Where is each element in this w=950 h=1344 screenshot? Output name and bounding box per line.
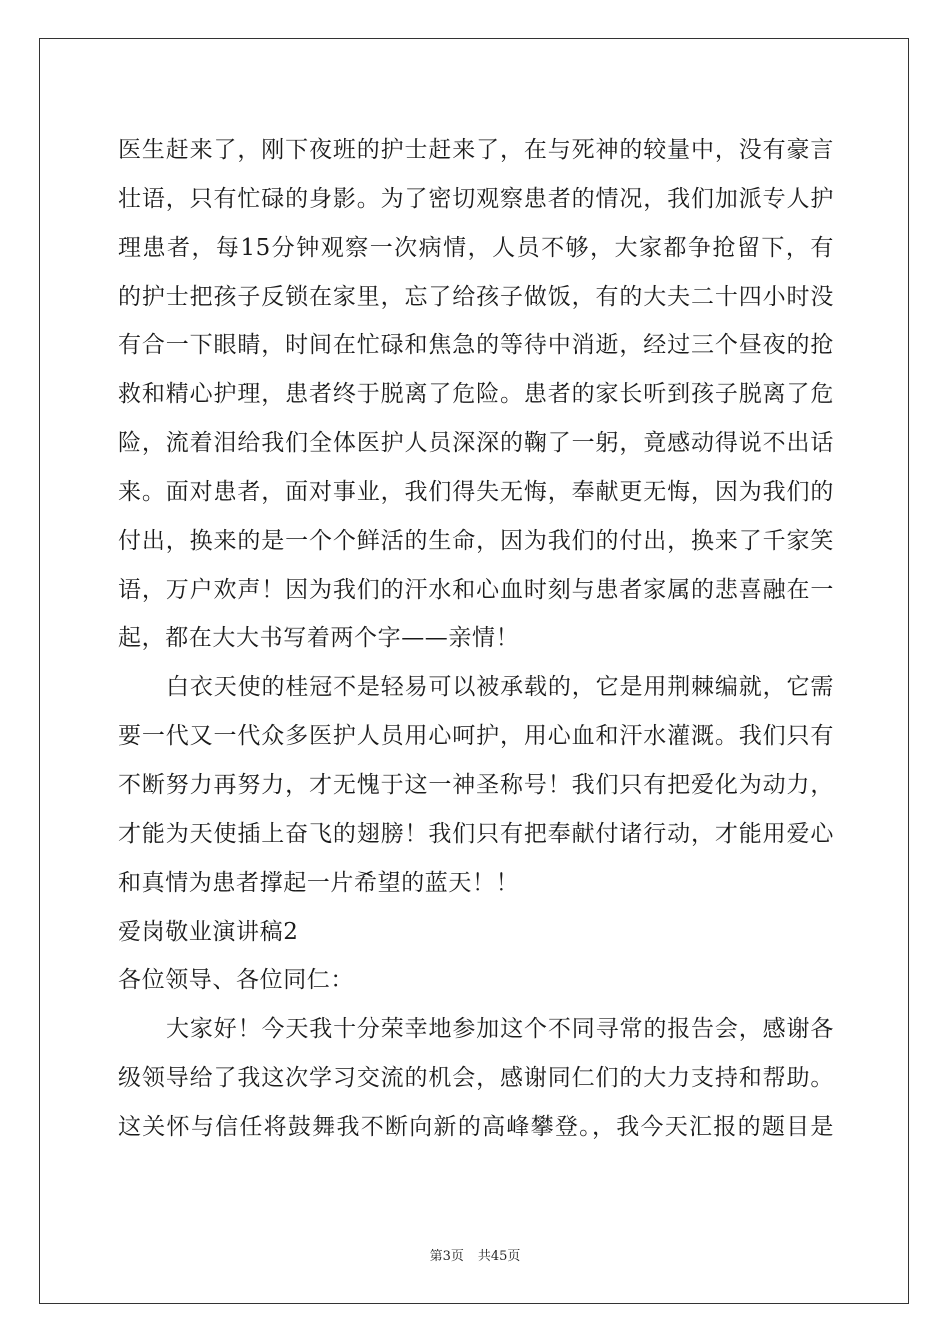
text-line: 医生赶来了，刚下夜班的护士赶来了，在与死神的较量中，没有豪言	[118, 137, 834, 163]
paragraph-start-line: 白衣天使的桂冠不是轻易可以被承载的，它是用荆棘编就，它需	[166, 674, 834, 701]
text-line: 险，流着泪给我们全体医护人员深深的鞠了一躬，竟感动得说不出话	[118, 430, 834, 457]
text-line: 的护士把孩子反锁在家里，忘了给孩子做饭，有的大夫二十四小时没	[118, 283, 834, 310]
text-line: 壮语，只有忙碌的身影。为了密切观察患者的情况，我们加派专人护	[118, 185, 834, 212]
text-line: 这关怀与信任将鼓舞我不断向新的高峰攀登。，我今天汇报的题目是	[118, 1113, 834, 1140]
text-line: 不断努力再努力，才无愧于这一神圣称号！我们只有把爱化为动力，	[118, 771, 834, 798]
section-title: 爱岗敬业演讲稿2	[118, 918, 299, 945]
page-total: 共45页	[477, 1249, 521, 1264]
document-body	[118, 126, 834, 1152]
text-line: 有合一下眼睛，时间在忙碌和焦急的等待中消逝，经过三个昼夜的抢	[118, 332, 834, 359]
paragraph-start-line: 大家好！今天我十分荣幸地参加这个不同寻常的报告会，感谢各	[166, 1016, 834, 1043]
text-line: 要一代又一代众多医护人员用心呵护，用心血和汗水灌溉。我们只有	[118, 723, 834, 750]
page-number: 第3页	[429, 1249, 464, 1264]
text-line: 来。面对患者，面对事业，我们得失无悔，奉献更无悔，因为我们的	[118, 478, 834, 505]
text-line: 付出，换来的是一个个鲜活的生命，因为我们的付出，换来了千家笑	[118, 527, 834, 554]
text-line: 起，都在大大书写着两个字——亲情！	[118, 625, 520, 652]
salutation: 各位领导、各位同仁：	[118, 967, 354, 994]
text-line: 和真情为患者撑起一片希望的蓝天！！	[118, 869, 520, 896]
page-footer	[0, 1245, 950, 1264]
text-line: 才能为天使插上奋飞的翅膀！我们只有把奉献付诸行动，才能用爱心	[118, 820, 834, 847]
text-line: 级领导给了我这次学习交流的机会，感谢同仁们的大力支持和帮助。	[118, 1065, 834, 1092]
text-line: 救和精心护理，患者终于脱离了危险。患者的家长听到孩子脱离了危	[118, 381, 834, 408]
text-line: 理患者，每15分钟观察一次病情，人员不够，大家都争抢留下，有	[118, 234, 834, 261]
text-line: 语，万户欢声！因为我们的汗水和心血时刻与患者家属的悲喜融在一	[118, 576, 834, 603]
